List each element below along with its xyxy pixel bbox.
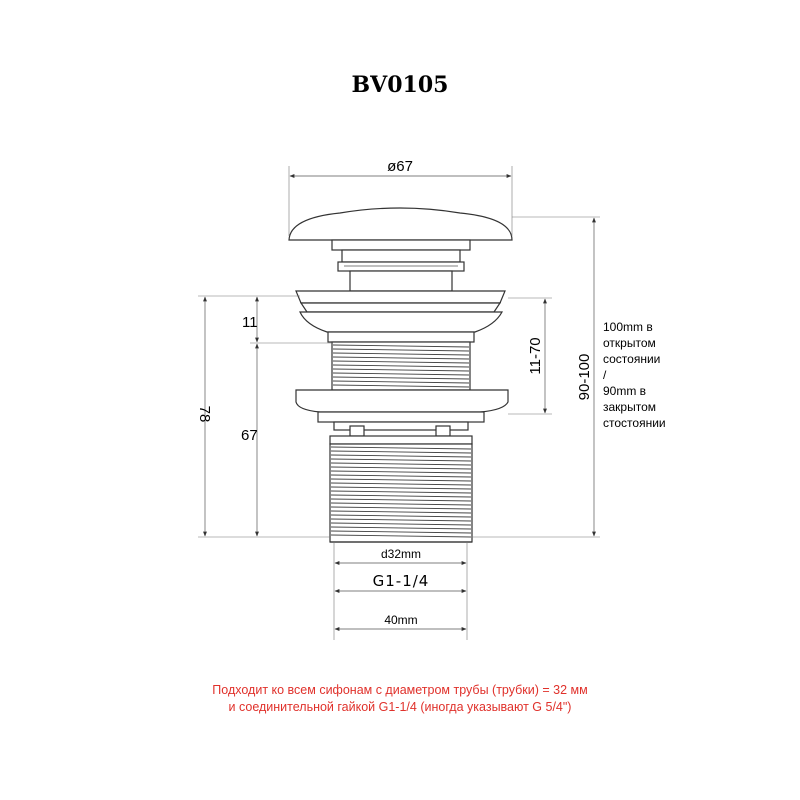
nut-body bbox=[330, 436, 472, 444]
cap-stem bbox=[332, 240, 470, 250]
svg-text:67: 67 bbox=[241, 427, 258, 444]
stem-ring bbox=[342, 250, 460, 262]
svg-text:78: 78 bbox=[196, 405, 213, 423]
nut-tab-left bbox=[350, 426, 364, 436]
svg-text:40mm: 40mm bbox=[384, 613, 418, 627]
neck bbox=[350, 271, 452, 291]
stem-ring-2 bbox=[338, 262, 464, 271]
flange-lip bbox=[301, 303, 500, 312]
compatibility-note-line-2: и соединительной гайкой G1-1/4 (иногда указывают G 5/4") bbox=[228, 700, 572, 714]
svg-text:90-100: 90-100 bbox=[576, 353, 593, 401]
svg-text:ø67: ø67 bbox=[387, 158, 413, 175]
flange-lower bbox=[300, 312, 502, 332]
dim-total-height bbox=[196, 296, 330, 537]
drawing-title: BV0105 bbox=[351, 72, 449, 98]
svg-text:/: / bbox=[603, 368, 607, 382]
svg-text:11-70: 11-70 bbox=[527, 337, 544, 375]
drain-valve-part bbox=[289, 208, 512, 542]
svg-text:открытом: открытом bbox=[603, 336, 656, 350]
cap bbox=[289, 208, 512, 240]
svg-text:состоянии: состоянии bbox=[603, 352, 661, 366]
svg-text:11: 11 bbox=[242, 314, 258, 331]
open-closed-note bbox=[603, 320, 666, 430]
lock-nut bbox=[296, 390, 508, 412]
svg-text:G1-1/4: G1-1/4 bbox=[372, 572, 430, 590]
svg-text:90mm в: 90mm в bbox=[603, 384, 647, 398]
svg-text:d32mm: d32mm bbox=[380, 547, 422, 561]
compatibility-note-line-1: Подходит ко всем сифонам с диаметром трубы (трубки) = 32 мм bbox=[212, 683, 588, 697]
svg-text:закрытом: закрытом bbox=[603, 400, 657, 414]
svg-text:100mm в: 100mm в bbox=[603, 320, 653, 334]
dim-full-range bbox=[472, 217, 600, 537]
svg-text:стостоянии: стостоянии bbox=[603, 416, 666, 430]
collar bbox=[328, 332, 474, 342]
dim-adjust-range bbox=[508, 298, 552, 414]
upper-flange bbox=[296, 291, 505, 303]
gasket bbox=[318, 412, 484, 422]
nut-tab-right bbox=[436, 426, 450, 436]
dim-bottom bbox=[334, 542, 467, 640]
